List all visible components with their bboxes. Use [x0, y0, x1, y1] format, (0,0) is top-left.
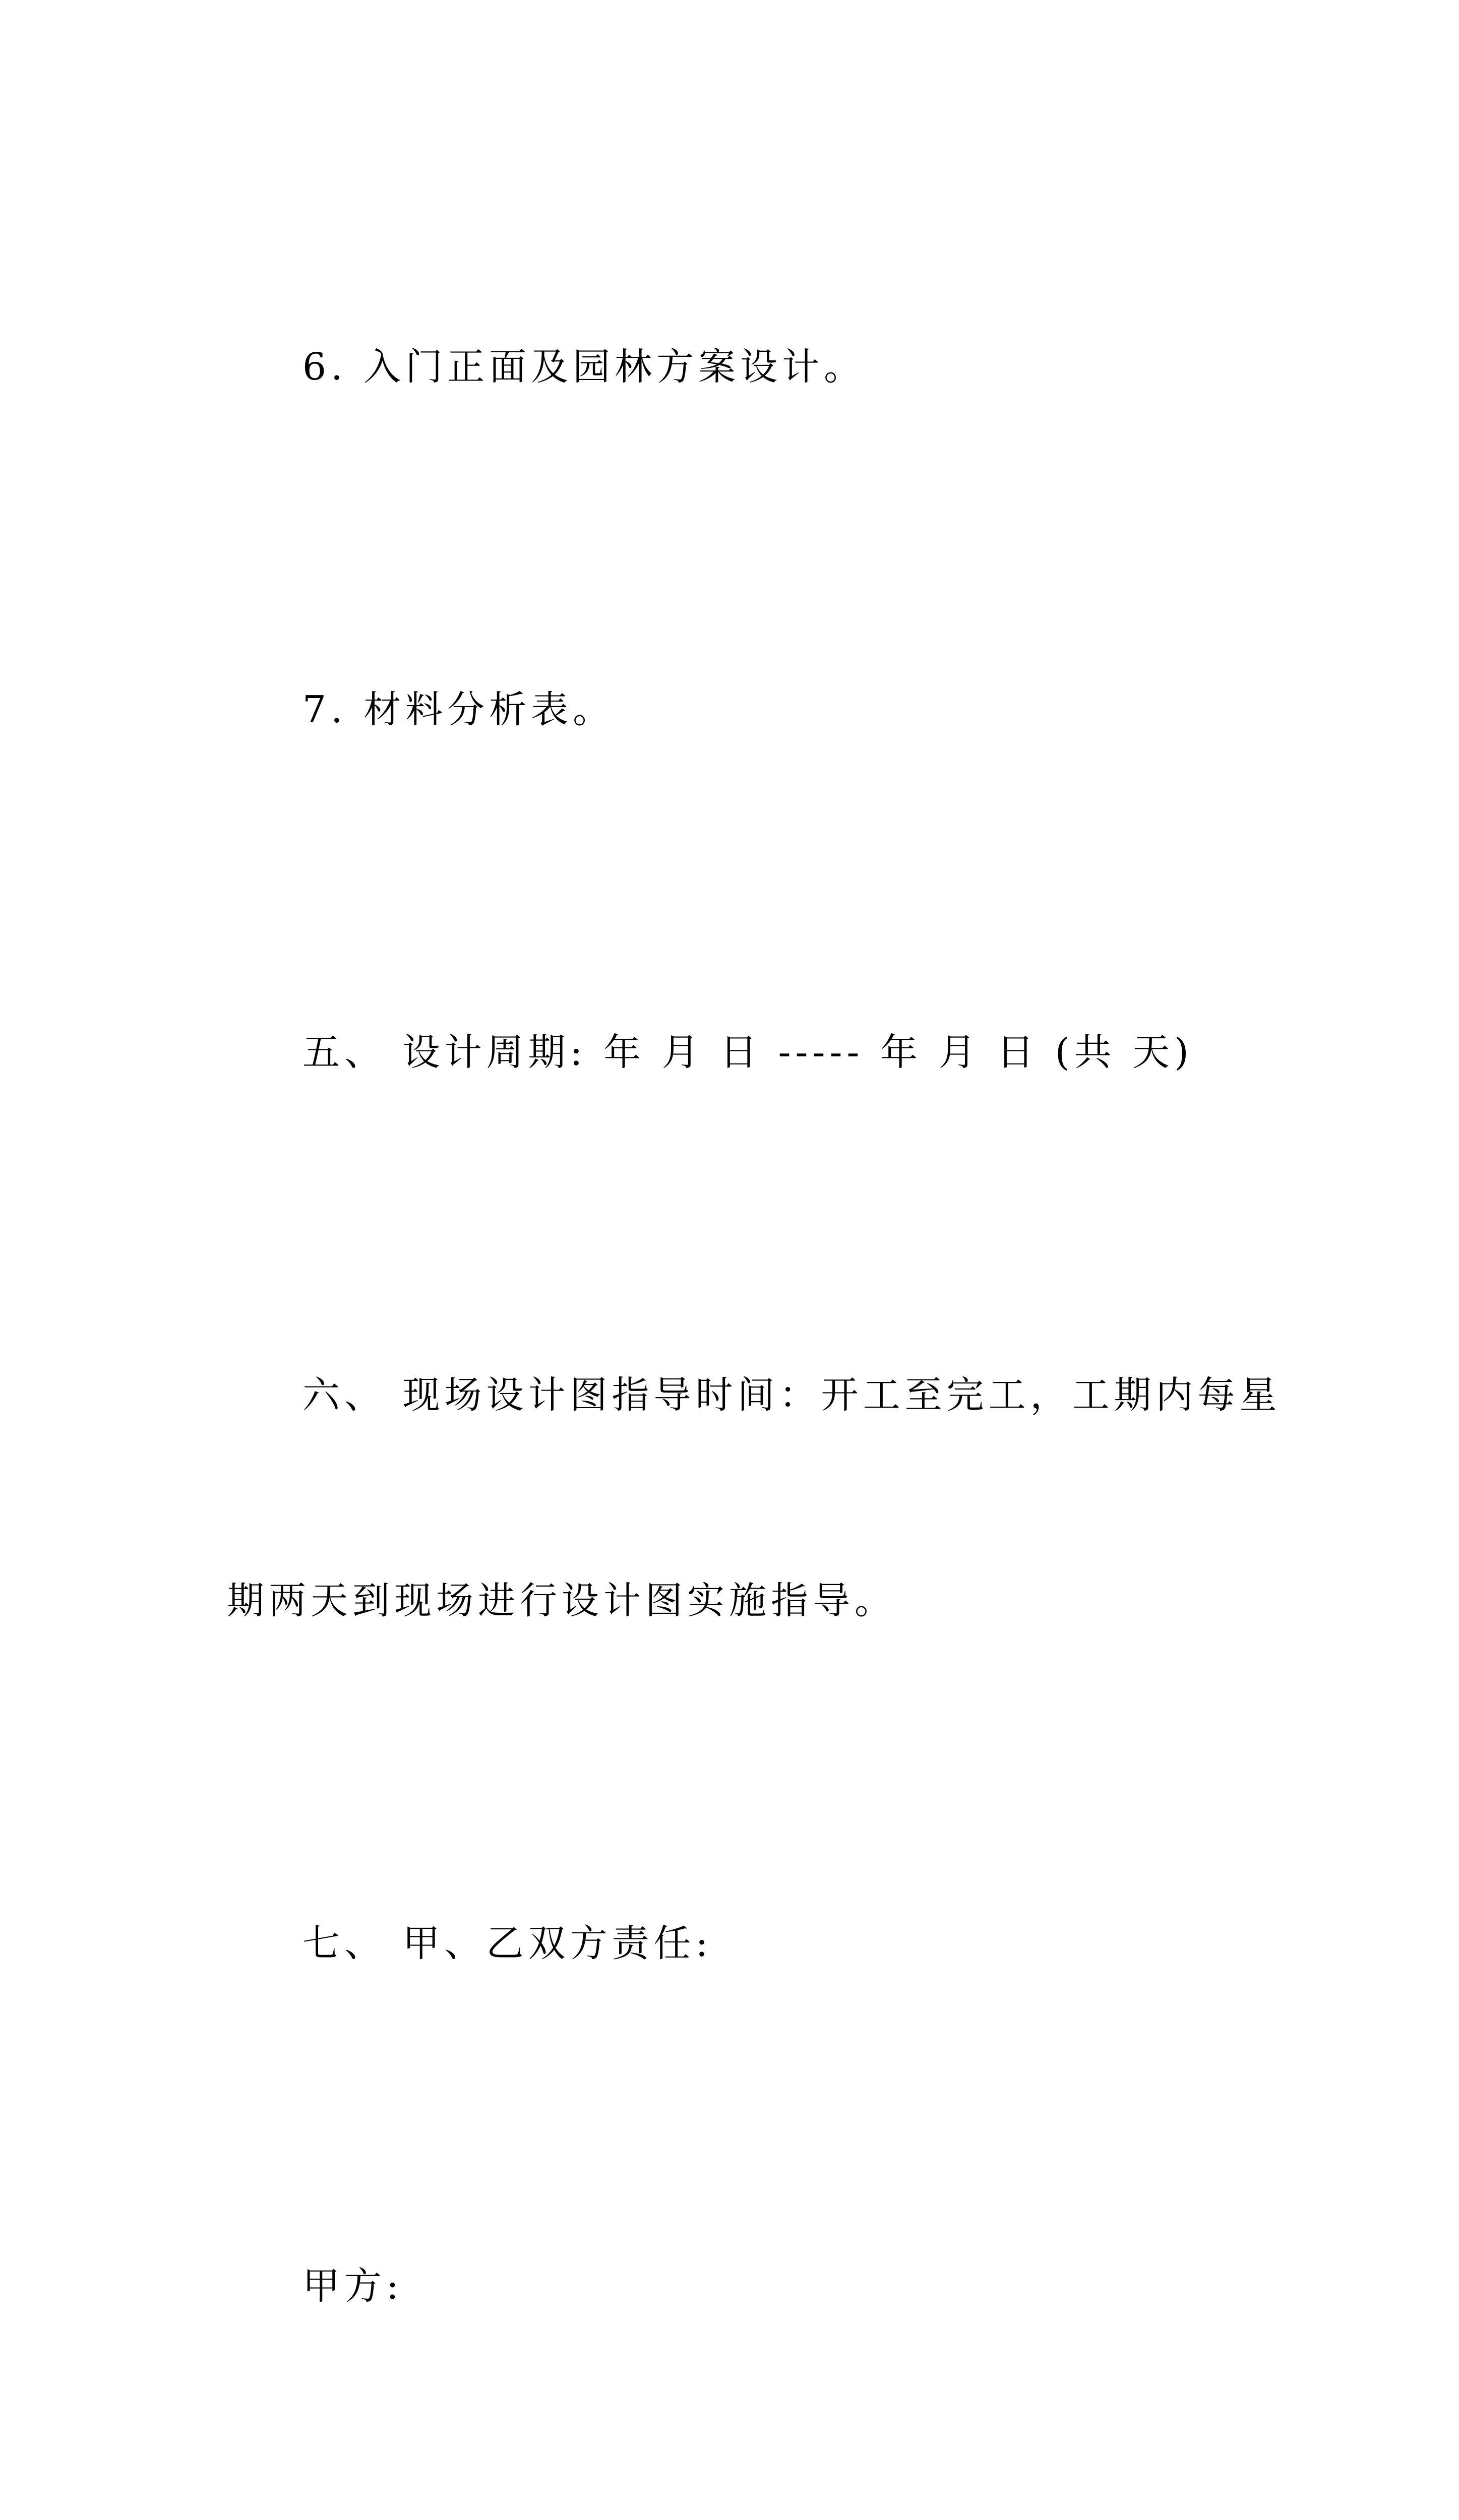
party-a-obligation-paragraph: [227, 2458, 1245, 2520]
text-line: 六、 现场设计图指导时间：开工至完工，工期内每星: [302, 1373, 1282, 1417]
text-line: 7. 材料分析表。: [302, 688, 615, 731]
item-6-paragraph: [227, 196, 1245, 538]
text-line: 6. 入门正面及园林方案设计。: [302, 345, 866, 389]
design-period-paragraph: [227, 881, 1245, 1224]
party-a-heading: [227, 2115, 1245, 2458]
responsibilities-heading: [227, 1772, 1245, 2115]
site-guidance-paragraph: [227, 1224, 1282, 1772]
text-line: 五、 设计周期: 年 月 日 ----- 年 月 日 (共 天): [302, 1031, 1193, 1074]
document-body: [227, 196, 1282, 2520]
text-line: 甲方:: [302, 2264, 403, 2308]
text-line: 期两天到现场进行设计图实施指导。: [227, 1579, 896, 1622]
text-line: 七、 甲、乙双方责任:: [302, 1922, 713, 1965]
item-7-paragraph: [227, 538, 1245, 881]
